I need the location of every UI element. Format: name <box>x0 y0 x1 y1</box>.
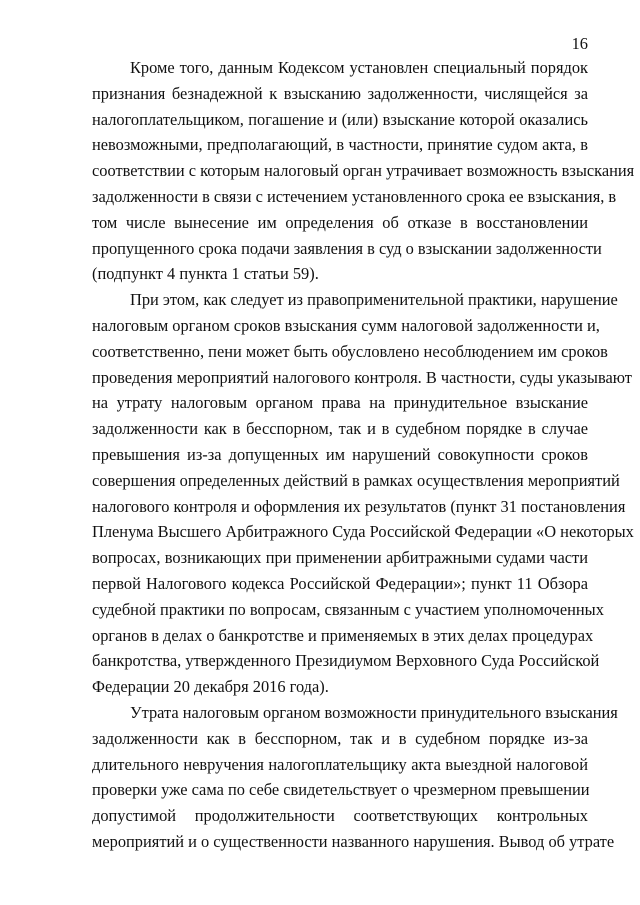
text-line: пропущенного срока подачи заявления в суд о взыскании задолженности <box>92 238 602 258</box>
text-line: соответствии с которым налоговый орган утрачивает возможность взыскания <box>92 161 635 181</box>
text-line: вопросах, возникающих при применении арбитражными судами части <box>92 548 588 568</box>
text-line: совершения определенных действий в рамках осуществления мероприятий <box>92 470 620 490</box>
text-line: соответственно, пени может быть обусловлено несоблюдением им сроков <box>92 341 608 361</box>
text-line: При этом, как следует из правоприменительной практики, нарушение <box>130 290 618 310</box>
text-line: мероприятий и о существенности названного нарушения. Вывод об утрате <box>92 831 615 851</box>
text-line: налогоплательщиком, погашение и (или) взыскание которой оказались <box>92 109 588 129</box>
text-line: первой Налогового кодекса Российской Федерации»; пункт 11 Обзора <box>92 573 588 593</box>
text-line: проведения мероприятий налогового контроля. В частности, суды указывают <box>92 367 632 387</box>
text-line: органов в делах о банкротстве и применяемых в этих делах процедурах <box>92 625 594 645</box>
text-line: признания безнадежной к взысканию задолженности, числящейся за <box>92 83 588 103</box>
text-line: Кроме того, данным Кодексом установлен специальный порядок <box>130 58 588 77</box>
text-line: превышения из-за допущенных им нарушений совокупности сроков <box>92 444 588 464</box>
text-line: налоговым органом сроков взыскания сумм налоговой задолженности и, <box>92 315 600 335</box>
page-number: 16 <box>571 34 588 53</box>
paragraph <box>92 700 618 855</box>
text-line: задолженности как в бесспорном, так и в судебном порядке из-за <box>92 728 588 748</box>
text-line: Утрата налоговым органом возможности принудительного взыскания <box>130 702 618 722</box>
text-line: задолженности как в бесспорном, так и в судебном порядке в случае <box>92 419 588 439</box>
text-line: проверки уже сама по себе свидетельствует о чрезмерном превышении <box>92 780 590 800</box>
text-line: судебной практики по вопросам, связанным с участием уполномоченных <box>92 599 604 619</box>
document-body <box>92 55 635 855</box>
text-line: Федерации 20 декабря 2016 года). <box>92 677 329 697</box>
text-line: том числе вынесение им определения об отказе в восстановлении <box>92 212 588 232</box>
text-line: допустимой продолжительности соответствующих контрольных <box>92 806 588 826</box>
text-line: налогового контроля и оформления их результатов (пункт 31 постановления <box>92 496 626 516</box>
text-line: на утрату налоговым органом права на принудительное взыскание <box>92 393 588 413</box>
paragraph <box>92 287 634 700</box>
paragraph <box>92 55 635 287</box>
text-line: банкротства, утвержденного Президиумом Верховного Суда Российской <box>92 651 600 671</box>
text-line: длительного невручения налогоплательщику акта выездной налоговой <box>92 754 588 774</box>
text-line: невозможными, предполагающий, в частности, принятие судом акта, в <box>92 135 588 155</box>
text-line: (подпункт 4 пункта 1 статьи 59). <box>92 264 319 284</box>
text-line: задолженности в связи с истечением установленного срока ее взыскания, в <box>92 186 617 206</box>
text-line: Пленума Высшего Арбитражного Суда Российской Федерации «О некоторых <box>92 522 634 542</box>
